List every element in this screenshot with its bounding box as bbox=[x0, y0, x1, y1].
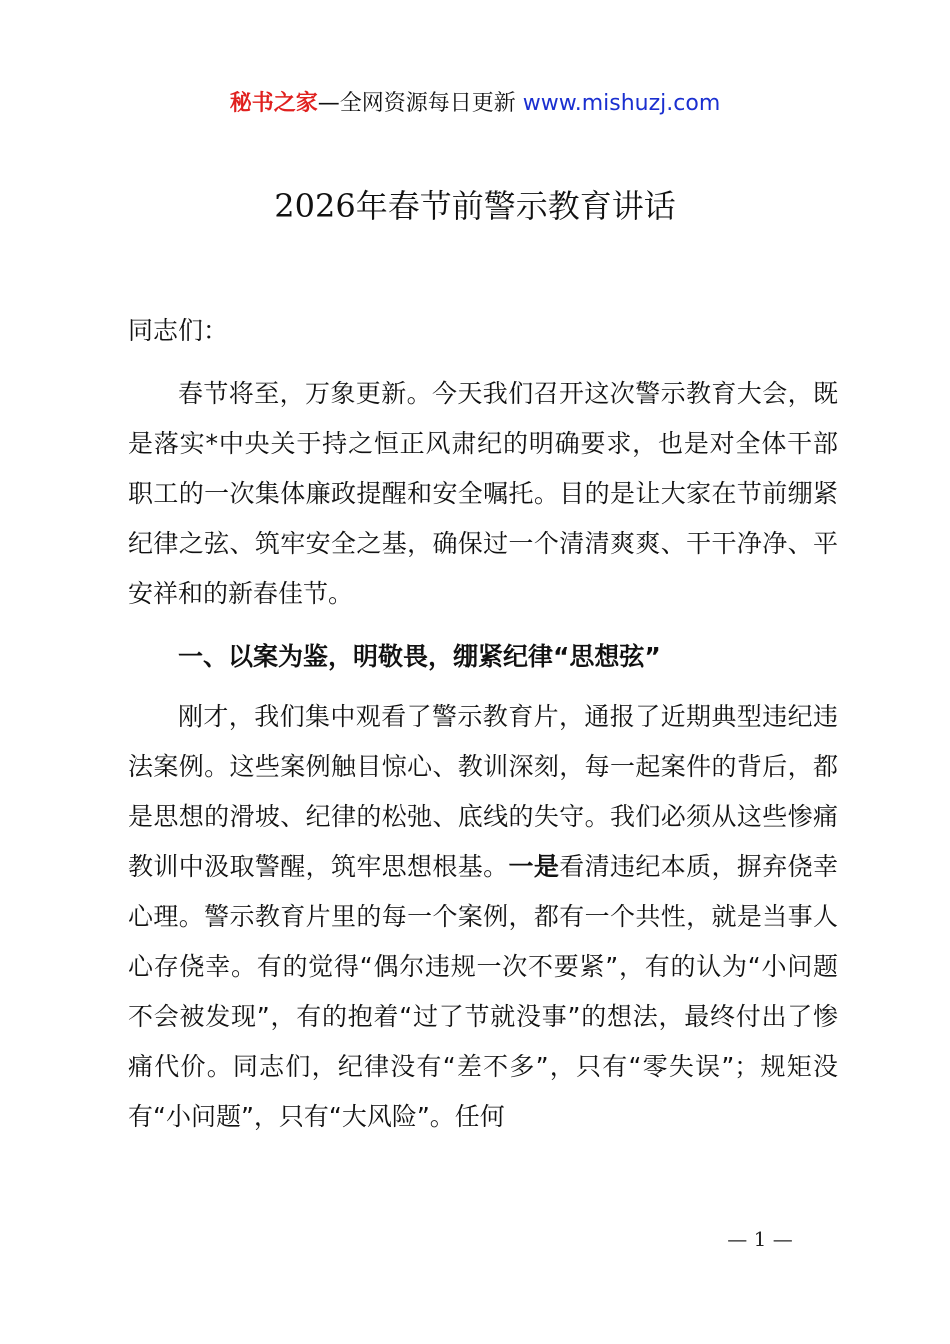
point-one-marker: 一是 bbox=[508, 852, 560, 881]
section-1-paragraph bbox=[128, 692, 838, 1142]
site-tagline: —全网资源每日更新 bbox=[317, 91, 523, 116]
site-url-link[interactable]: www.mishuzj.com bbox=[522, 91, 721, 116]
document-title: 2026年春节前警示教育讲话 bbox=[274, 187, 676, 225]
site-brand: 秘书之家 bbox=[229, 91, 318, 116]
opening-paragraph: 春节将至，万象更新。今天我们召开这次警示教育大会，既是落实*中央关于持之恒正风肃纪的明确要求，也是对全体干部职工的一次集体廉政提醒和安全嘱托。目的是让大家在节前绷紧纪律之弦、筑牢安全之基，确保过一个清清爽爽、干干净净、平安祥和的新春佳节。 bbox=[128, 379, 838, 608]
greeting: 同志们： bbox=[128, 316, 229, 345]
paragraph-text-lead: 刚才，我们集中观看了警示教育片，通报了近期典型违纪违法案例。这些案例触目惊心、教训深刻，每一起案件的背后，都是思想的滑坡、纪律的松弛、底线的失守。我们必须从这些惨痛教训中汲取警醒，筑牢思想根基。 bbox=[128, 702, 838, 881]
paragraph-text-rest: 看清违纪本质，摒弃侥幸心理。警示教育片里的每一个案例，都有一个共性，就是当事人心存侥幸。有的觉得“偶尔违规一次不要紧”，有的认为“小问题不会被发现”，有的抱着“过了节就没事”的想法，最终付出了惨痛代价。同志们，纪律没有“差不多”，只有“零失误”；规矩没有“小问题”，只有“大风险”。任何 bbox=[128, 852, 838, 1131]
site-header bbox=[0, 88, 950, 120]
section-heading-1: 一、以案为鉴，明敬畏，绷紧纪律“思想弦” bbox=[178, 642, 661, 671]
page-number: — 1 — bbox=[727, 1227, 793, 1251]
